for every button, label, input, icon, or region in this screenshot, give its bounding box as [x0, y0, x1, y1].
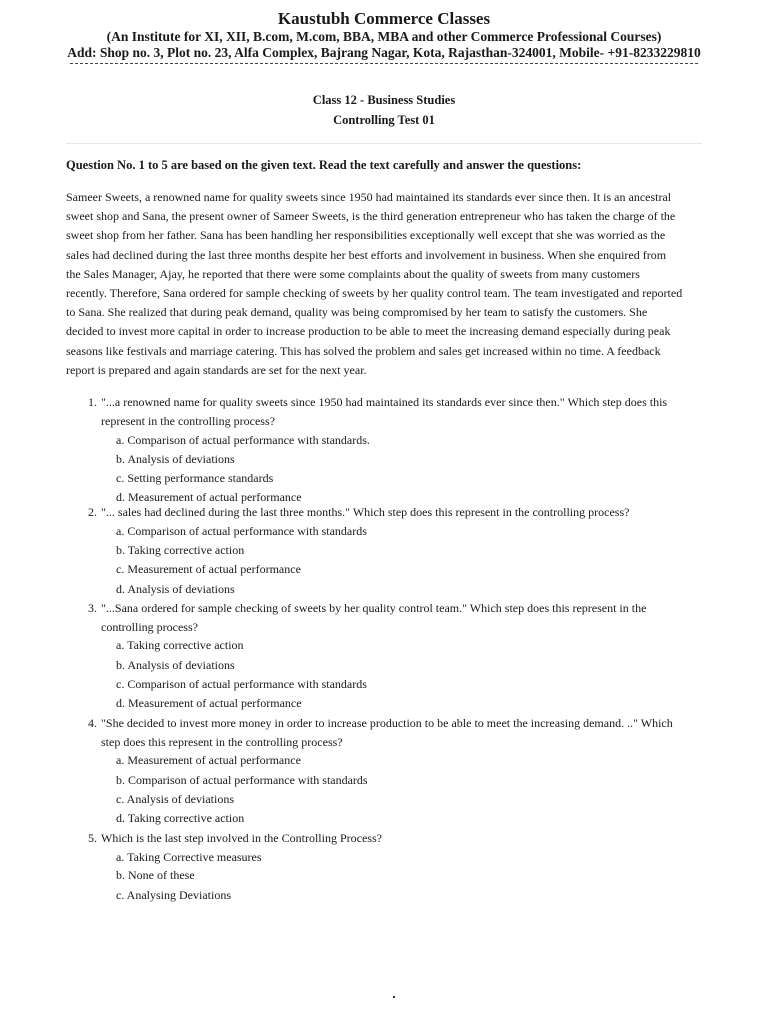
question-text: represent in the controlling process?	[101, 414, 275, 429]
option-item: d. Measurement of actual performance	[116, 490, 302, 504]
question-number: 2.	[88, 505, 97, 519]
option-item: b. Analysis of deviations	[116, 452, 235, 466]
option-item: a. Comparison of actual performance with standards	[116, 524, 367, 538]
option-item: c. Measurement of actual performance	[116, 562, 301, 576]
passage-line: sales had declined during the last three months despite her best efforts and involvement in business. When she enquired from	[66, 247, 667, 262]
question-text: step does this represent in the controlling process?	[101, 735, 343, 750]
passage-line: report is prepared and again standards are set for the next year.	[66, 362, 367, 377]
instruction-text: Question No. 1 to 5 are based on the given text. Read the text carefully and answer the questions:	[66, 158, 582, 172]
option-item: c. Comparison of actual performance with standards	[116, 677, 367, 691]
class-subject: Class 12 - Business Studies	[312, 93, 456, 107]
passage-line: the Sales Manager, Ajay, he reported that there were some complaints about the quality of sweets from many customers	[66, 266, 640, 281]
option-item: b. Comparison of actual performance with standards	[116, 773, 368, 787]
passage-line: decided to invest more capital in order to increase production to be able to meet the increasing demand especially during peak	[66, 324, 671, 339]
option-item: c. Analysing Deviations	[116, 888, 231, 902]
question-text: "...Sana ordered for sample checking of sweets by her quality control team." Which step does this represent in the	[101, 601, 647, 615]
passage-line: to Sana. She realized that during peak demand, quality was being compromised by her team to satisfy the customers. She	[66, 305, 648, 320]
question-4	[88, 714, 708, 752]
passage-line: Sameer Sweets, a renowned name for quality sweets since 1950 had maintained its standards ever since then. It is an ancestral	[66, 190, 672, 204]
passage-line: sweet shop and Sana, the present owner of Sameer Sweets, is the third generation entrepreneur who has taken the charge of the	[66, 209, 676, 224]
question-text: "...a renowned name for quality sweets since 1950 had maintained its standards ever since then." Which step does this	[101, 395, 668, 409]
option-item: b. Analysis of deviations	[116, 658, 235, 672]
passage-line: sweet shop from her father. Sana has been handling her responsibilities exceptionally well except that she was worried as the	[66, 228, 666, 243]
question-number: 5.	[88, 831, 97, 845]
option-item: d. Taking corrective action	[116, 811, 245, 825]
passage	[66, 188, 706, 380]
option-item: a. Taking corrective action	[116, 638, 244, 652]
question-5	[88, 829, 708, 848]
question-number: 3.	[88, 601, 97, 615]
question-number: 1.	[88, 395, 97, 409]
header-divider	[70, 63, 698, 64]
page-marker	[393, 996, 395, 998]
institute-subtitle: (An Institute for XI, XII, B.com, M.com, BBA, MBA and other Commerce Professional Courses)	[106, 29, 662, 44]
section-divider	[66, 143, 702, 144]
option-item: c. Analysis of deviations	[116, 792, 234, 806]
option-item: b. None of these	[116, 868, 195, 882]
passage-line: recently. Therefore, Sana ordered for sample checking of sweets by her quality control team. The team investigated and reported	[66, 285, 683, 300]
option-item: c. Setting performance standards	[116, 471, 274, 485]
question-text: "... sales had declined during the last three months." Which step does this represent in the controlling process?	[101, 505, 630, 519]
option-item: d. Measurement of actual performance	[116, 696, 302, 710]
institute-address: Add: Shop no. 3, Plot no. 23, Alfa Complex, Bajrang Nagar, Kota, Rajasthan-324001, Mobile- +91-8233229810	[67, 45, 701, 60]
passage-line: seasons like festivals and marriage catering. This has solved the problem and sales get increased within no time. A feedback	[66, 343, 661, 358]
question-3	[88, 599, 708, 637]
option-item: a. Comparison of actual performance with standards.	[116, 433, 370, 447]
option-item: d. Analysis of deviations	[116, 582, 235, 596]
question-text: "She decided to invest more money in order to increase production to be able to meet the increasing demand. .." Which	[101, 716, 673, 730]
question-text: Which is the last step involved in the Controlling Process?	[101, 831, 382, 845]
institute-name: Kaustubh Commerce Classes	[277, 9, 491, 28]
option-item: a. Measurement of actual performance	[116, 753, 301, 767]
option-item: a. Taking Corrective measures	[116, 850, 262, 864]
question-2	[88, 503, 708, 522]
test-title: Controlling Test 01	[333, 113, 435, 127]
option-item: b. Taking corrective action	[116, 543, 245, 557]
question-1	[88, 393, 708, 431]
question-text: controlling process?	[101, 620, 198, 635]
question-number: 4.	[88, 716, 97, 730]
